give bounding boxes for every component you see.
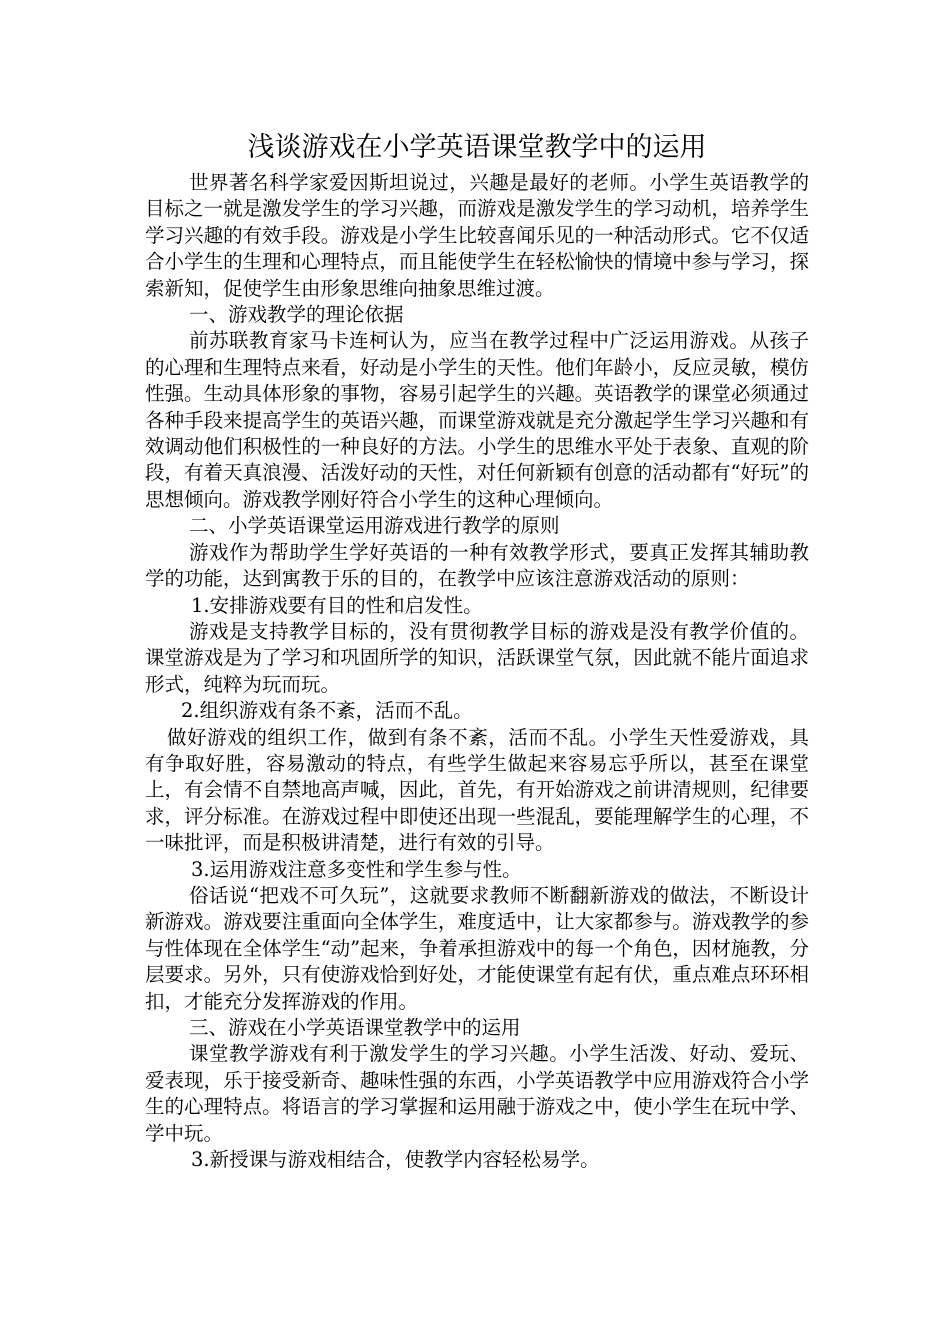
section-heading-1: 一、游戏教学的理论依据 bbox=[189, 303, 404, 327]
document-title: 浅谈游戏在小学英语课堂教学中的运用 bbox=[247, 132, 707, 163]
numbered-item-heading: 1.安排游戏要有目的性和启发性。 bbox=[191, 593, 483, 617]
numbered-item-heading: 2.组织游戏有条不紊，活而不乱。 bbox=[181, 699, 473, 723]
body-paragraph: 做好游戏的组织工作，做到有条不紊，活而不乱。小学生天性爱游戏，具有争取好胜，容易激动的特点，有些学生做起来容易忘乎所以，甚至在课堂上，有会情不自禁地高声喊，因此，首先，有开始游戏之前讲清规则，纪律要求，评分标准。在游戏过程中即使还出现一些混乱，要能理解学生的心理，不一味批评，而是积极讲清楚，进行有效的引导。 bbox=[145, 725, 809, 855]
intro-paragraph: 世界著名科学家爱因斯坦说过，兴趣是最好的老师。小学生英语教学的目标之一就是激发学生的学习兴趣，而游戏是激发学生的学习动机，培养学生学习兴趣的有效手段。游戏是小学生比较喜闻乐见的一种活动形式。它不仅适合小学生的生理和心理特点，而且能使学生在轻松愉快的情境中参与学习，探索新知，促使学生由形象思维向抽象思维过渡。 bbox=[145, 171, 809, 300]
body-paragraph: 课堂教学游戏有利于激发学生的学习兴趣。小学生活泼、好动、爱玩、爱表现，乐于接受新奇、趣味性强的东西，小学英语教学中应用游戏符合小学生的心理特点。将语言的学习掌握和运用融于游戏之中，使小学生在玩中学、学中玩。 bbox=[145, 1042, 809, 1145]
body-paragraph: 游戏作为帮助学生学好英语的一种有效教学形式，要真正发挥其辅助教学的功能，达到寓教于乐的目的，在教学中应该注意游戏活动的原则： bbox=[145, 540, 809, 591]
body-paragraph: 俗话说“把戏不可久玩”，这就要求教师不断翻新游戏的做法，不断设计新游戏。游戏要注重面向全体学生，难度适中，让大家都参与。游戏教学的参与性体现在全体学生“动”起来，争着承担游戏中的每一个角色，因材施教，分层要求。另外，只有使游戏恰到好处，才能使课堂有起有伏，重点难点环环相扣，才能充分发挥游戏的作用。 bbox=[145, 883, 809, 1013]
numbered-item-heading: 3.新授课与游戏相结合，使教学内容轻松易学。 bbox=[191, 1148, 600, 1172]
section-heading-3: 三、游戏在小学英语课堂教学中的运用 bbox=[189, 1016, 521, 1039]
body-paragraph: 游戏是支持教学目标的，没有贯彻教学目标的游戏是没有教学价值的。课堂游戏是为了学习和巩固所学的知识，活跃课堂气氛，因此就不能片面追求形式，纯粹为玩而玩。 bbox=[145, 619, 809, 696]
section-heading-2: 二、小学英语课堂运用游戏进行教学的原则 bbox=[189, 514, 560, 538]
body-paragraph: 前苏联教育家马卡连柯认为，应当在教学过程中广泛运用游戏。从孩子的心理和生理特点来看，好动是小学生的天性。他们年龄小，反应灵敏，模仿性强。生动具体形象的事物，容易引起学生的兴趣。英语教学的课堂必须通过各种手段来提高学生的英语兴趣，而课堂游戏就是充分激起学生学习兴趣和有效调动他们积极性的一种良好的方法。小学生的思维水平处于表象、直观的阶段，有着天真浪漫、活泼好动的天性，对任何新颖有创意的活动都有“好玩”的思想倾向。游戏教学刚好符合小学生的这种心理倾向。 bbox=[145, 329, 809, 511]
numbered-item-heading: 3.运用游戏注意多变性和学生参与性。 bbox=[191, 857, 522, 881]
document-page bbox=[145, 130, 809, 1173]
